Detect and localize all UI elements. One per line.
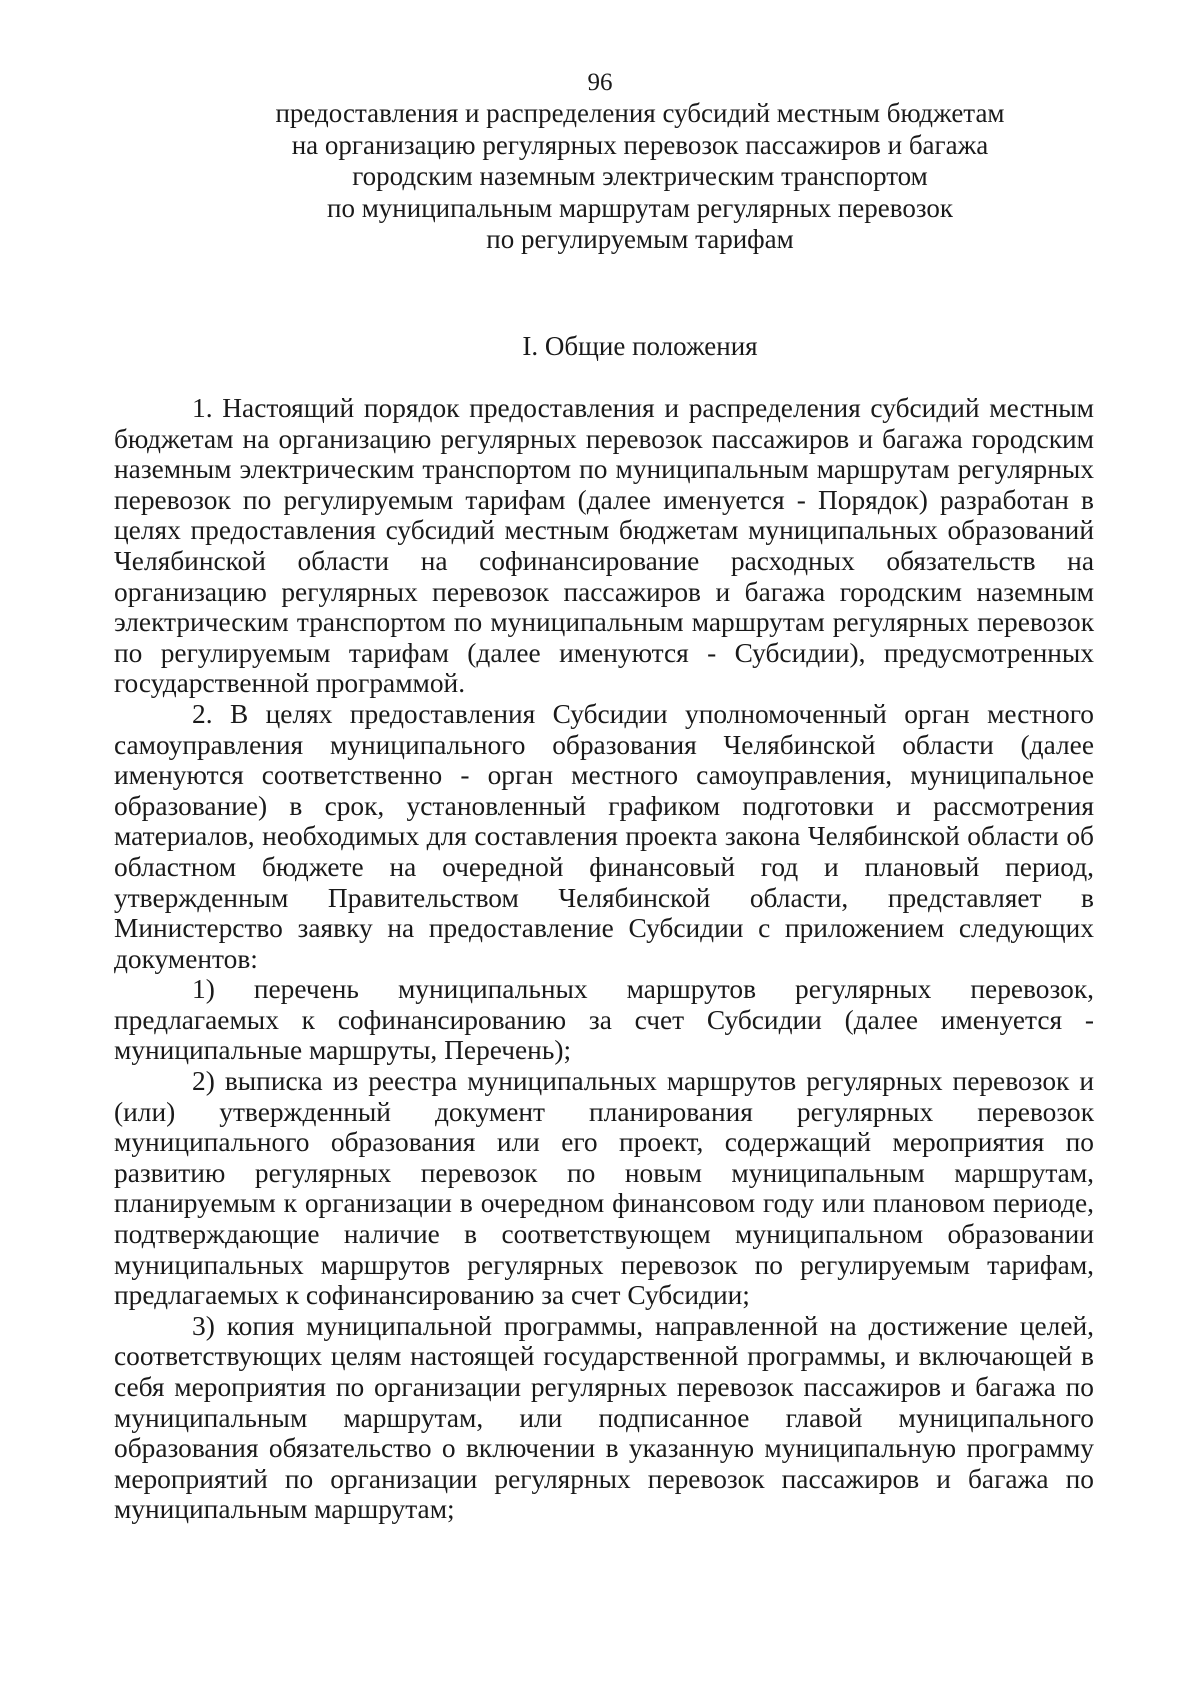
- document-title: [200, 98, 1080, 256]
- document-body: [114, 393, 1094, 1525]
- title-line: на организацию регулярных перевозок пассажиров и багажа: [291, 129, 989, 160]
- list-item-2: 2) выписка из реестра муниципальных маршрутов регулярных перевозок и (или) утвержденный документ планирования регулярных перевозок муниципального образования или его проект, содержащий мероприятия по развитию регулярных перевозок по новым муниципальным маршрутам, планируемым к организации в очередном финансовом году или плановом периоде, подтверждающие наличие в соответствующем муниципальном образовании муниципальных маршрутов регулярных перевозок по регулируемым тарифам, предлагаемых к софинансированию за счет Субсидии;: [114, 1066, 1094, 1311]
- title-line: городским наземным электрическим транспортом: [352, 161, 928, 191]
- list-item-3: 3) копия муниципальной программы, направленной на достижение целей, соответствующих целям настоящей государственной программы, и включающей в себя мероприятия по организации регулярных перевозок пассажиров и багажа по муниципальным маршрутам, или подписанное главой муниципального образования обязательство о включении в указанную муниципальную программу мероприятий по организации регулярных перевозок пассажиров и багажа по муниципальным маршрутам;: [114, 1310, 1094, 1525]
- title-line: по муниципальным маршрутам регулярных перевозок: [327, 192, 953, 223]
- page-number: 96: [587, 69, 613, 96]
- paragraph-2: 2. В целях предоставления Субсидии уполномоченный орган местного самоуправления муниципального образования Челябинской области (далее именуются соответственно - орган местного самоуправления, муниципальное образование) в срок, установленный графиком подготовки и рассмотрения материалов, необходимых для составления проекта закона Челябинской области об областном бюджете на очередной финансовый год и плановый период, утвержденным Правительством Челябинской области, представляет в Министерство заявку на предоставление Субсидии с приложением следующих документов:: [114, 698, 1094, 974]
- list-item-1: 1) перечень муниципальных маршрутов регулярных перевозок, предлагаемых к софинансированию за счет Субсидии (далее именуется - муниципальные маршруты, Перечень);: [114, 974, 1094, 1066]
- title-line: по регулируемым тарифам: [486, 224, 794, 254]
- section-heading: I. Общие положения: [522, 331, 758, 361]
- title-line: предоставления и распределения субсидий местным бюджетам: [275, 98, 1005, 128]
- paragraph-1: 1. Настоящий порядок предоставления и распределения субсидий местным бюджетам на организацию регулярных перевозок пассажиров и багажа городским наземным электрическим транспортом по муниципальным маршрутам регулярных перевозок по регулируемым тарифам (далее именуется - Порядок) разработан в целях предоставления субсидий местным бюджетам муниципальных образований Челябинской области на софинансирование расходных обязательств на организацию регулярных перевозок пассажиров и багажа городским наземным электрическим транспортом по муниципальным маршрутам регулярных перевозок по регулируемым тарифам (далее именуются - Субсидии), предусмотренных государственной программой.: [114, 393, 1094, 699]
